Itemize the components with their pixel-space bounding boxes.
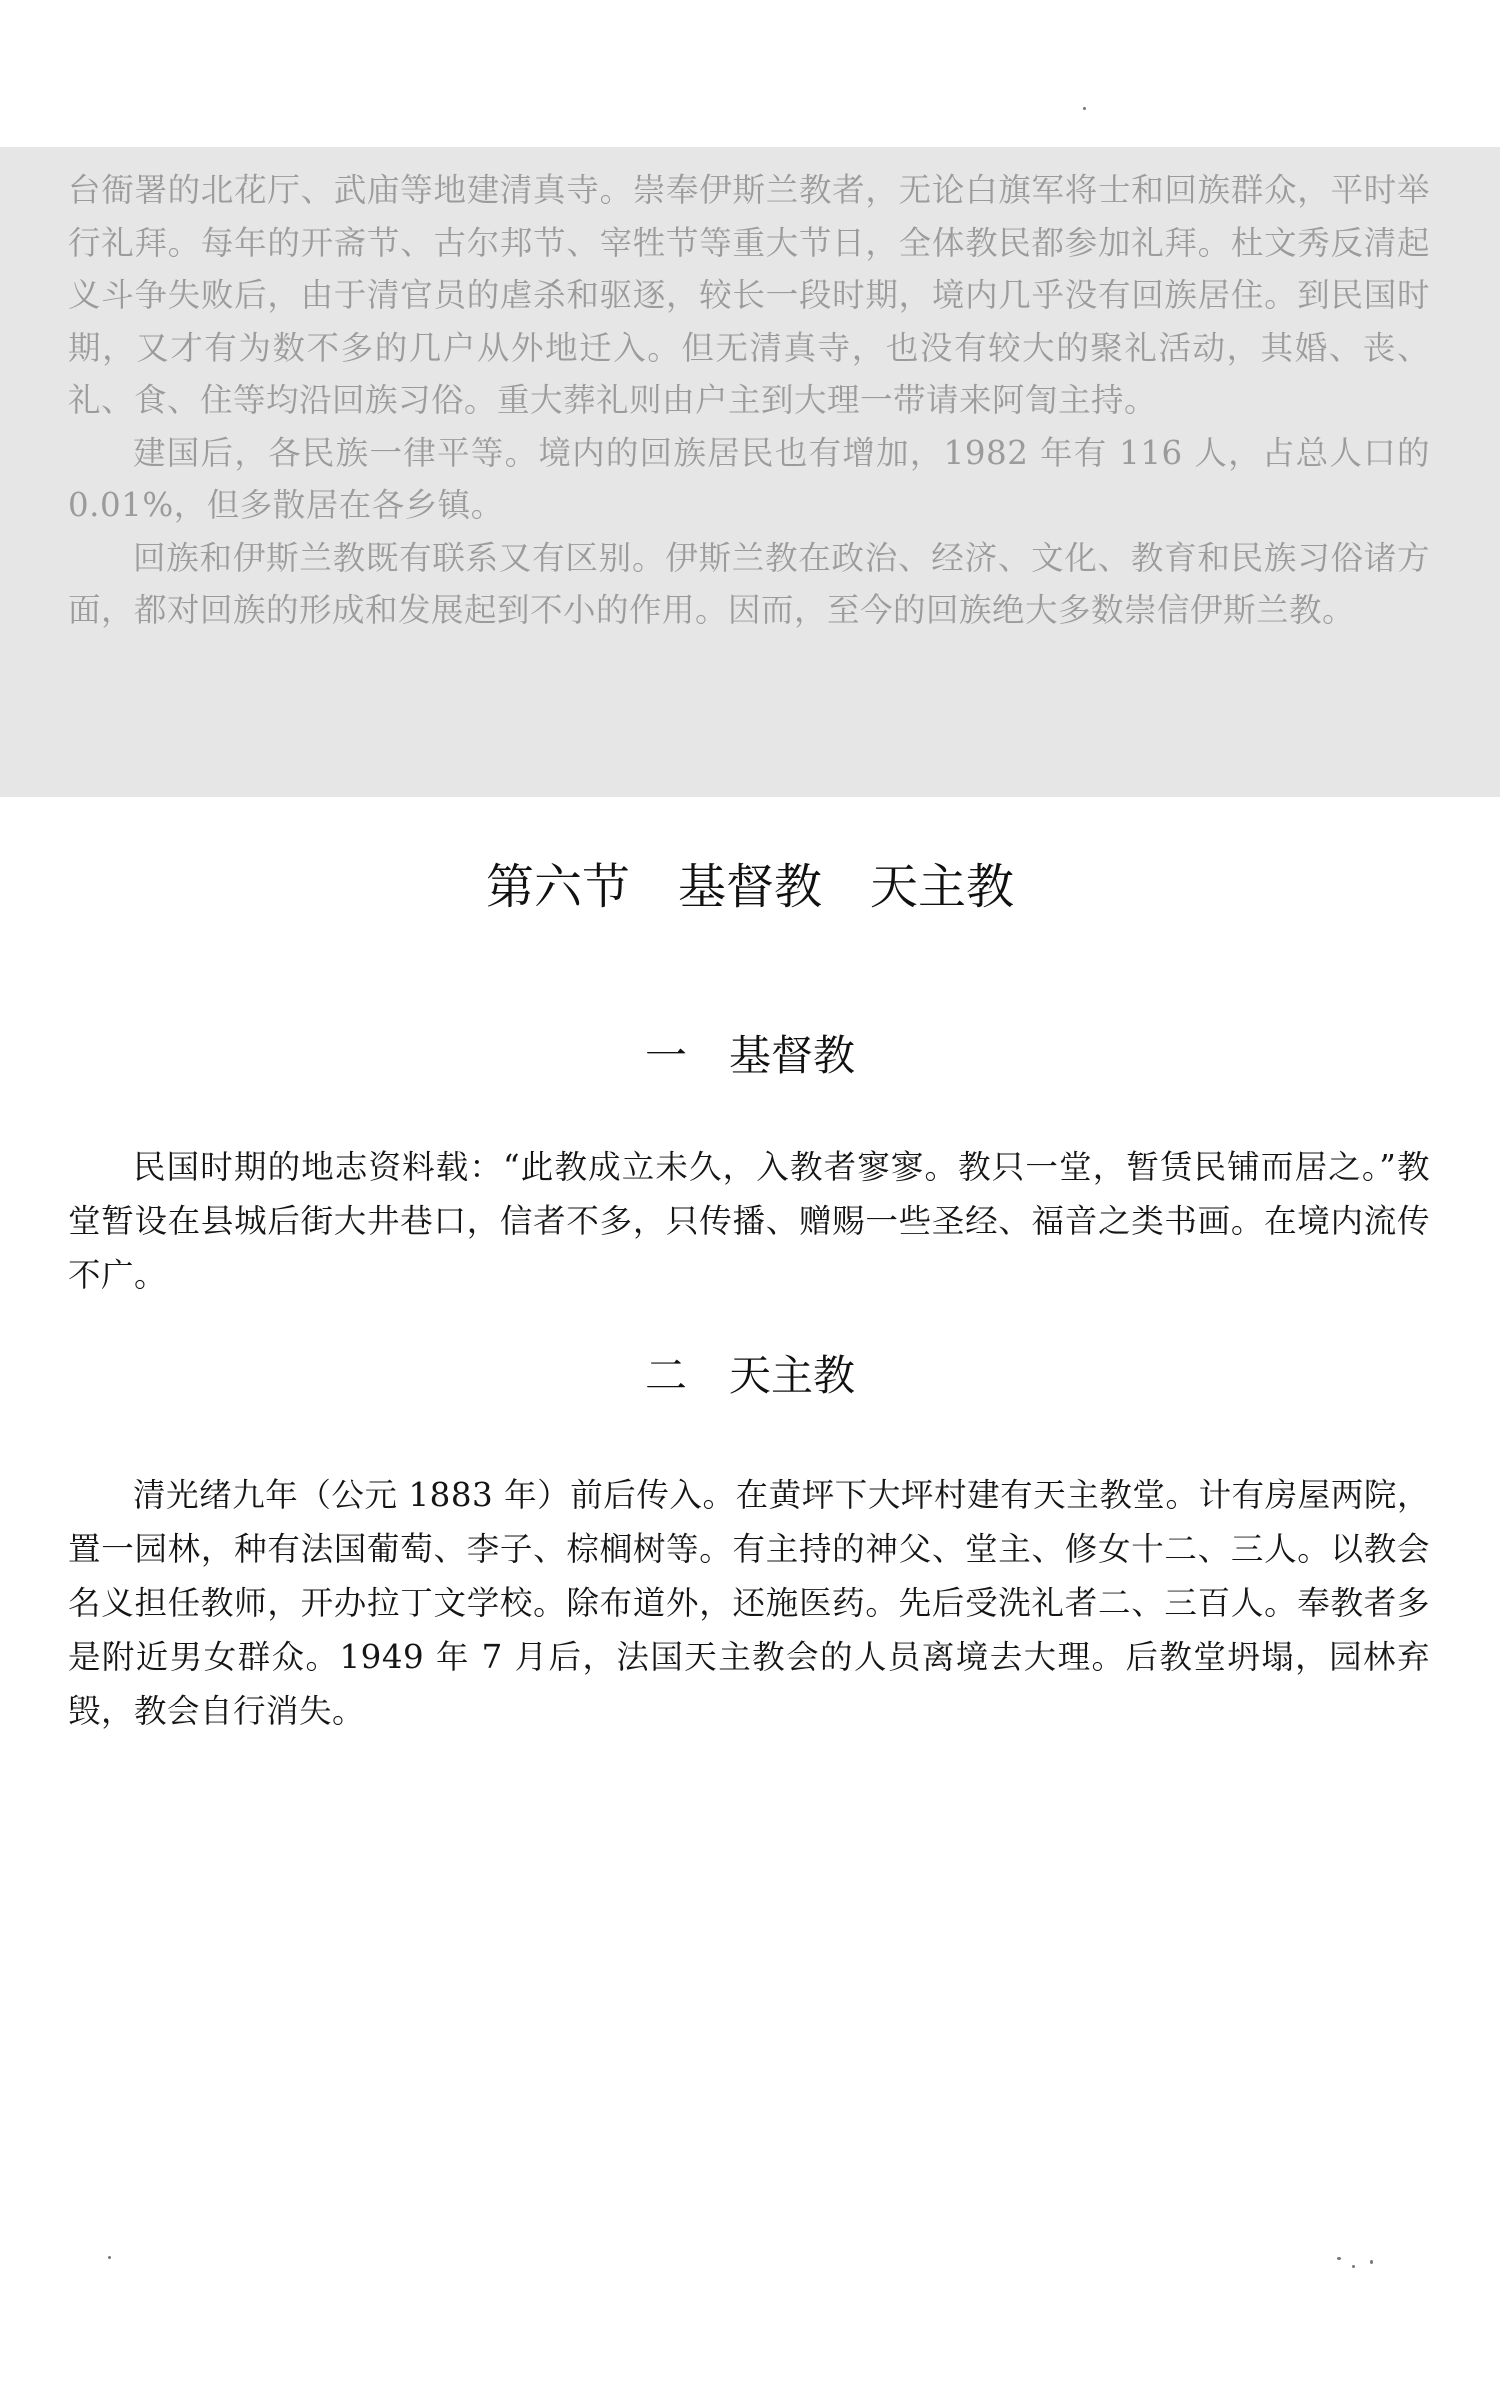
heading-catholic: 二 天主教 — [644, 1351, 855, 1400]
scan-speck — [1337, 2257, 1341, 2260]
scan-speck — [1083, 107, 1086, 110]
faded-paragraph-1: 台衙署的北花厅、武庙等地建清真寺。崇奉伊斯兰教者，无论白旗军将士和回族群众，平时举行礼拜。每年的开斋节、古尔邦节、宰牲节等重大节日，全体教民都参加礼拜。杜文秀反清起义斗争失败后，由于清官员的虐杀和驱逐，较长一段时期，境内几乎没有回族居住。到民国时期，又才有为数不多的几户从外地迁入。但无清真寺，也没有较大的聚礼活动，其婚、丧、礼、食、住等均沿回族习俗。重大葬礼则由户主到大理一带请来阿訇主持。 — [68, 171, 1430, 419]
scan-speck — [108, 2256, 111, 2259]
catholic-text — [68, 1468, 1430, 1738]
section-title: 第六节 基督教 天主教 — [485, 859, 1014, 915]
scan-speck — [1352, 2265, 1355, 2268]
faded-paragraph-2: 建国后，各民族一律平等。境内的回族居民也有增加，1982 年有 116 人，占总人口的 0.01%，但多散居在各乡镇。 — [68, 433, 1430, 524]
faded-previous-text — [68, 164, 1430, 637]
heading-protestant: 一 基督教 — [644, 1031, 855, 1080]
protestant-paragraph: 民国时期的地志资料载：“此教成立未久，入教者寥寥。教只一堂，暂赁民铺而居之。”教堂暂设在县城后街大井巷口，信者不多，只传播、赠赐一些圣经、福音之类书画。在境内流传不广。 — [68, 1148, 1430, 1294]
catholic-paragraph: 清光绪九年（公元 1883 年）前后传入。在黄坪下大坪村建有天主教堂。计有房屋两院，置一园林，种有法国葡萄、李子、棕榈树等。有主持的神父、堂主、修女十二、三人。以教会名义担任教师，开办拉丁文学校。除布道外，还施医药。先后受洗礼者二、三百人。奉教者多是附近男女群众。1949 年 7 月后，法国天主教会的人员离境去大理。后教堂坍塌，园林弃毁，教会自行消失。 — [68, 1476, 1430, 1730]
scan-speck — [1370, 2260, 1373, 2264]
protestant-text — [68, 1140, 1430, 1302]
faded-paragraph-3: 回族和伊斯兰教既有联系又有区别。伊斯兰教在政治、经济、文化、教育和民族习俗诸方面，都对回族的形成和发展起到不小的作用。因而，至今的回族绝大多数崇信伊斯兰教。 — [68, 538, 1430, 629]
